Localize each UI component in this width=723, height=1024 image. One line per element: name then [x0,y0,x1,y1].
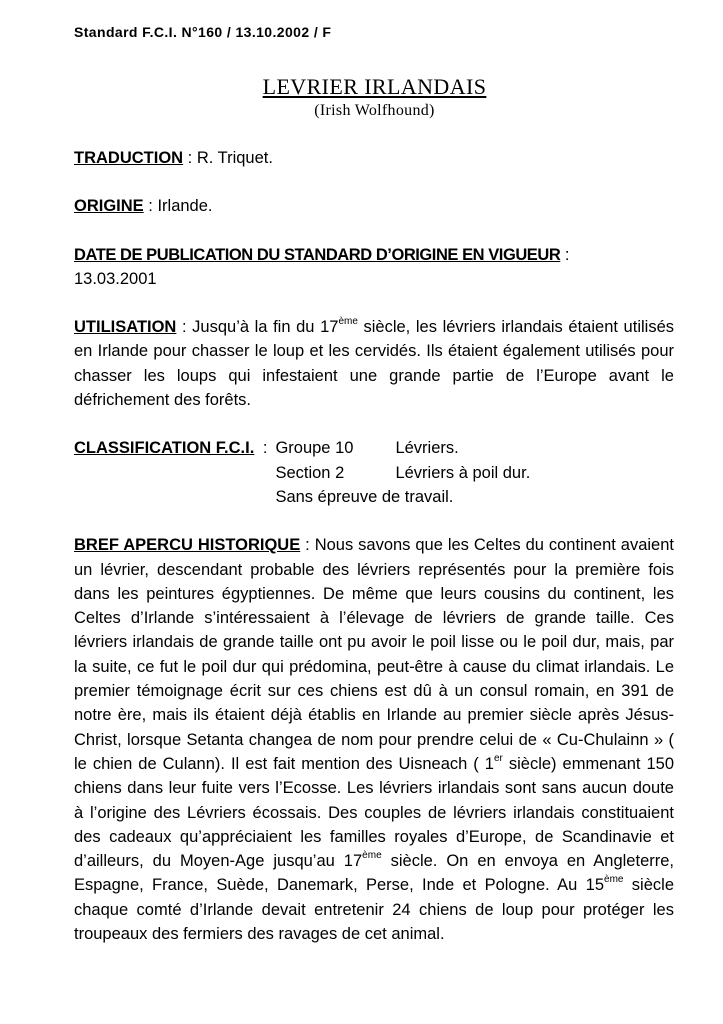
breed-subtitle: (Irish Wolfhound) [314,102,435,119]
document-header: Standard F.C.I. N°160 / 13.10.2002 / F [74,24,332,40]
historique-text-b: siècle) emmenant 150 chiens dans leur fuite vers l’Ecosse. Les lévriers irlandais sont sans aucun doute à l’origine des Lévriers écossais. Des couples de lévriers irlandais constituaient des cadeaux qu’appréciaient les familles royales d’Europe, de Scandinavie et d’ailleurs, du Moyen-Age jusqu’au 17 [74,754,674,871]
classification-group-desc: Lévriers. [395,439,459,458]
utilisation-text-a: : Jusqu’à la fin du 17 [176,318,339,337]
origine-value: Irlande. [157,197,213,216]
utilisation-section [74,315,674,412]
historique-sup-a: er [493,752,503,764]
traduction-section [74,146,674,170]
traduction-separator: : [183,149,197,167]
classification-group: Groupe 10 [275,439,354,458]
historique-section [74,533,674,946]
origine-label: ORIGINE [74,197,144,216]
document-body [74,146,674,970]
traduction-label: TRADUCTION [74,149,184,167]
classification-grid [275,436,530,509]
date-publication-label: DATE DE PUBLICATION DU STANDARD D’ORIGINE EN VIGUEUR [74,245,561,264]
origine-separator: : [143,197,158,216]
historique-sup-b: ème [362,850,382,862]
utilisation-text-b: siècle, les lévriers irlandais étaient utilisés en Irlande pour chasser le loup et les cervidés. Ils étaient également utilisés pour chasser les loups qui infestaient une grande partie de l’Europe avant le défrichement des forêts. [74,318,674,410]
date-publication-section [74,243,674,292]
title-block [0,74,723,120]
date-publication-separator: : [560,245,570,264]
traduction-value: R. Triquet. [196,149,273,167]
classification-heading [74,436,267,509]
breed-title: LEVRIER IRLANDAIS [262,74,487,99]
utilisation-label: UTILISATION [74,318,177,337]
classification-label: CLASSIFICATION F.C.I. [74,439,255,458]
classification-separator: : [258,439,268,458]
classification-section-num: Section 2 [275,463,345,482]
classification-section [74,436,674,509]
date-publication-value: 13.03.2001 [74,269,157,288]
historique-sup-c: ème [604,874,624,886]
historique-text-a: : Nous savons que les Celtes du continent avaient un lévrier, descendant probable des lévriers représentés pour la première fois dans les peintures égyptiennes. De même que leurs cousins du continent, les Celtes d’Irlande s’intéressaient à l’élevage de lévriers de grande taille. Ces lévriers irlandais de grande taille ont pu avoir le poil lisse ou le poil dur, mais, par la suite, ce fut le poil dur qui prédomina, peut-être à cause du climat irlandais. Le premier témoignage écrit sur ces chiens est dû à un consul romain, en 391 de notre ère, mais ils étaient déjà établis en Irlande au premier siècle après Jésus-Christ, lorsque Setanta changea de nom pour prendre celui de « Cu-Chulainn » ( le chien de Culann). Il est fait mention des Uisneach ( 1 [74,536,674,773]
historique-label: BREF APERCU HISTORIQUE [74,536,301,555]
historique-text-c: siècle. On en envoya en Angleterre, Espagne, France, Suède, Danemark, Perse, Inde et Pologne. Au 15 [74,852,674,895]
utilisation-sup-a: ème [338,316,358,328]
classification-note: Sans épreuve de travail. [275,487,454,506]
historique-text-d: siècle chaque comté d’Irlande devait entretenir 24 chiens de loup pour protéger les troupeaux des fermiers des ravages de cet animal. [74,876,674,944]
origine-section [74,194,674,218]
classification-section-desc: Lévriers à poil dur. [395,463,531,482]
